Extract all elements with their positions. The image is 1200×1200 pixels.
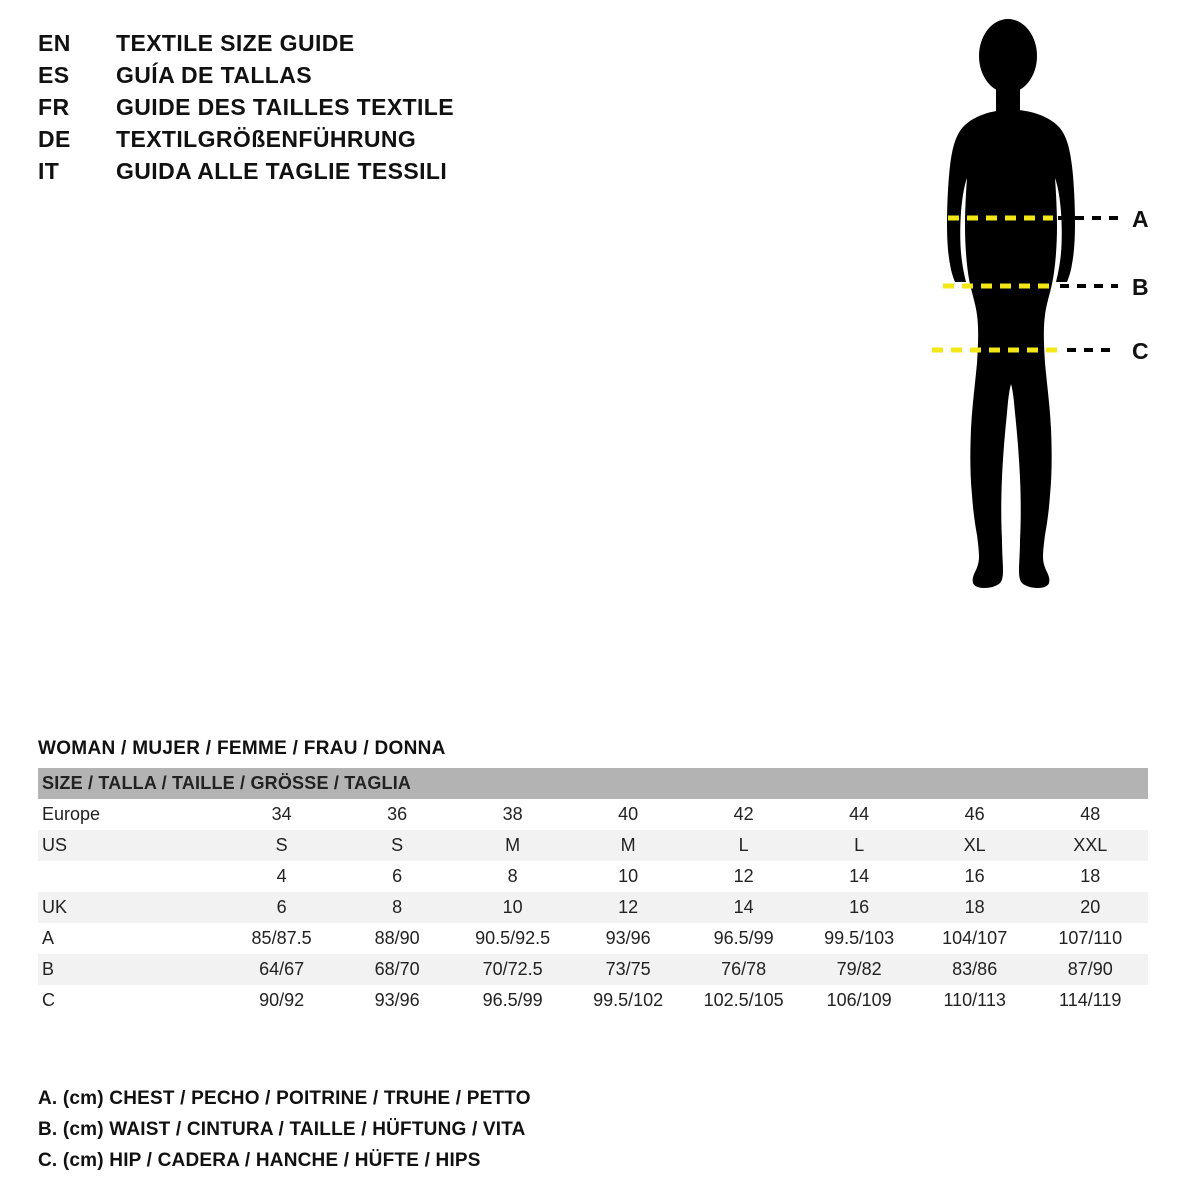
table-cell: 83/86 [952, 959, 998, 979]
table-cell: 90.5/92.5 [475, 928, 551, 948]
language-title: TEXTILGRÖßENFÜHRUNG [116, 126, 417, 152]
table-row [38, 985, 1148, 1016]
language-title: GUÍA DE TALLAS [116, 62, 312, 88]
table-cell: XXL [1073, 835, 1108, 855]
table-cell: 44 [849, 804, 870, 824]
table-cell: 106/109 [826, 990, 892, 1010]
language-row [38, 158, 738, 190]
table-row [38, 923, 1148, 954]
legend-row-waist: B. (cm) WAIST / CINTURA / TAILLE / HÜFTUNG / VITA [38, 1119, 526, 1140]
table-cell: 38 [502, 804, 523, 824]
table-cell: 96.5/99 [713, 928, 774, 948]
table-cell: 64/67 [259, 959, 305, 979]
table-cell: 18 [1080, 866, 1101, 886]
table-cell: M [505, 835, 521, 855]
language-row [38, 94, 738, 126]
language-title: GUIDE DES TAILLES TEXTILE [116, 94, 454, 120]
table-cell: 87/90 [1067, 959, 1113, 979]
language-code: DE [38, 126, 71, 152]
table-cell: 18 [964, 897, 985, 917]
table-section-heading: WOMAN / MUJER / FEMME / FRAU / DONNA [38, 738, 446, 759]
table-cell: 48 [1080, 804, 1101, 824]
legend-row-chest: A. (cm) CHEST / PECHO / POITRINE / TRUHE / PETTO [38, 1088, 531, 1109]
row-label: B [42, 959, 55, 979]
table-cell: 46 [964, 804, 985, 824]
table-cell: 6 [392, 866, 403, 886]
language-code: EN [38, 30, 71, 56]
table-cell: XL [963, 835, 986, 855]
table-cell: 70/72.5 [482, 959, 543, 979]
table-header-label: SIZE / TALLA / TAILLE / GRÖSSE / TAGLIA [42, 773, 412, 793]
row-label: Europe [42, 804, 101, 824]
table-cell: 6 [276, 897, 287, 917]
table-cell: 14 [849, 866, 870, 886]
language-title: GUIDA ALLE TAGLIE TESSILI [116, 158, 448, 184]
table-cell: 73/75 [605, 959, 651, 979]
table-cell: 8 [507, 866, 518, 886]
table-cell: 76/78 [721, 959, 767, 979]
row-label: A [42, 928, 55, 948]
table-cell: S [391, 835, 404, 855]
table-cell: 110/113 [943, 990, 1006, 1010]
table-cell: 93/96 [374, 990, 420, 1010]
table-row [38, 892, 1148, 923]
table-cell: 12 [618, 897, 639, 917]
legend-row-hip: C. (cm) HIP / CADERA / HANCHE / HÜFTE / HIPS [38, 1150, 481, 1171]
table-cell: 99.5/103 [824, 928, 895, 948]
table-cell: S [275, 835, 288, 855]
table-cell: 104/107 [942, 928, 1008, 948]
table-cell: 99.5/102 [593, 990, 664, 1010]
row-label: C [42, 990, 55, 1010]
table-cell: 14 [733, 897, 754, 917]
row-label: UK [42, 897, 68, 917]
table-cell: 88/90 [374, 928, 420, 948]
table-cell: 85/87.5 [251, 928, 312, 948]
table-cell: M [620, 835, 636, 855]
table-cell: 4 [276, 866, 287, 886]
measurement-legend [38, 1088, 938, 1181]
table-cell: 93/96 [605, 928, 651, 948]
table-cell: 36 [387, 804, 408, 824]
size-table [38, 768, 1148, 1016]
table-cell: 12 [733, 866, 754, 886]
table-cell: 90/92 [259, 990, 305, 1010]
table-cell: 68/70 [374, 959, 420, 979]
language-code: FR [38, 94, 70, 120]
language-row [38, 126, 738, 158]
table-cell: L [738, 835, 749, 855]
size-table-section [38, 738, 1162, 1016]
measure-label-b: B [1132, 274, 1149, 300]
table-cell: 79/82 [836, 959, 882, 979]
female-silhouette-icon [860, 18, 1190, 738]
table-cell: 10 [618, 866, 639, 886]
table-header-row [38, 768, 1148, 799]
table-row [38, 830, 1148, 861]
table-cell: 40 [618, 804, 639, 824]
language-title-block [38, 30, 738, 190]
table-cell: 34 [271, 804, 292, 824]
row-label [38, 861, 224, 892]
language-row [38, 30, 738, 62]
table-cell: 10 [502, 897, 523, 917]
table-cell: 114/119 [1059, 990, 1122, 1010]
language-row [38, 62, 738, 94]
language-code: ES [38, 62, 70, 88]
table-cell: L [854, 835, 865, 855]
table-cell: 8 [392, 897, 403, 917]
table-cell: 102.5/105 [703, 990, 784, 1010]
table-row [38, 954, 1148, 985]
table-row [38, 799, 1148, 830]
table-cell: 96.5/99 [482, 990, 543, 1010]
table-cell: 42 [733, 804, 754, 824]
table-cell: 107/110 [1058, 928, 1123, 948]
row-label: US [42, 835, 68, 855]
table-cell: 20 [1080, 897, 1101, 917]
table-row [38, 861, 1148, 892]
measure-label-a: A [1132, 206, 1149, 232]
table-cell: 16 [849, 897, 870, 917]
language-code: IT [38, 158, 60, 184]
language-title: TEXTILE SIZE GUIDE [116, 30, 355, 56]
measure-label-c: C [1132, 338, 1149, 364]
table-cell: 16 [964, 866, 985, 886]
body-measurement-figure [860, 18, 1190, 738]
